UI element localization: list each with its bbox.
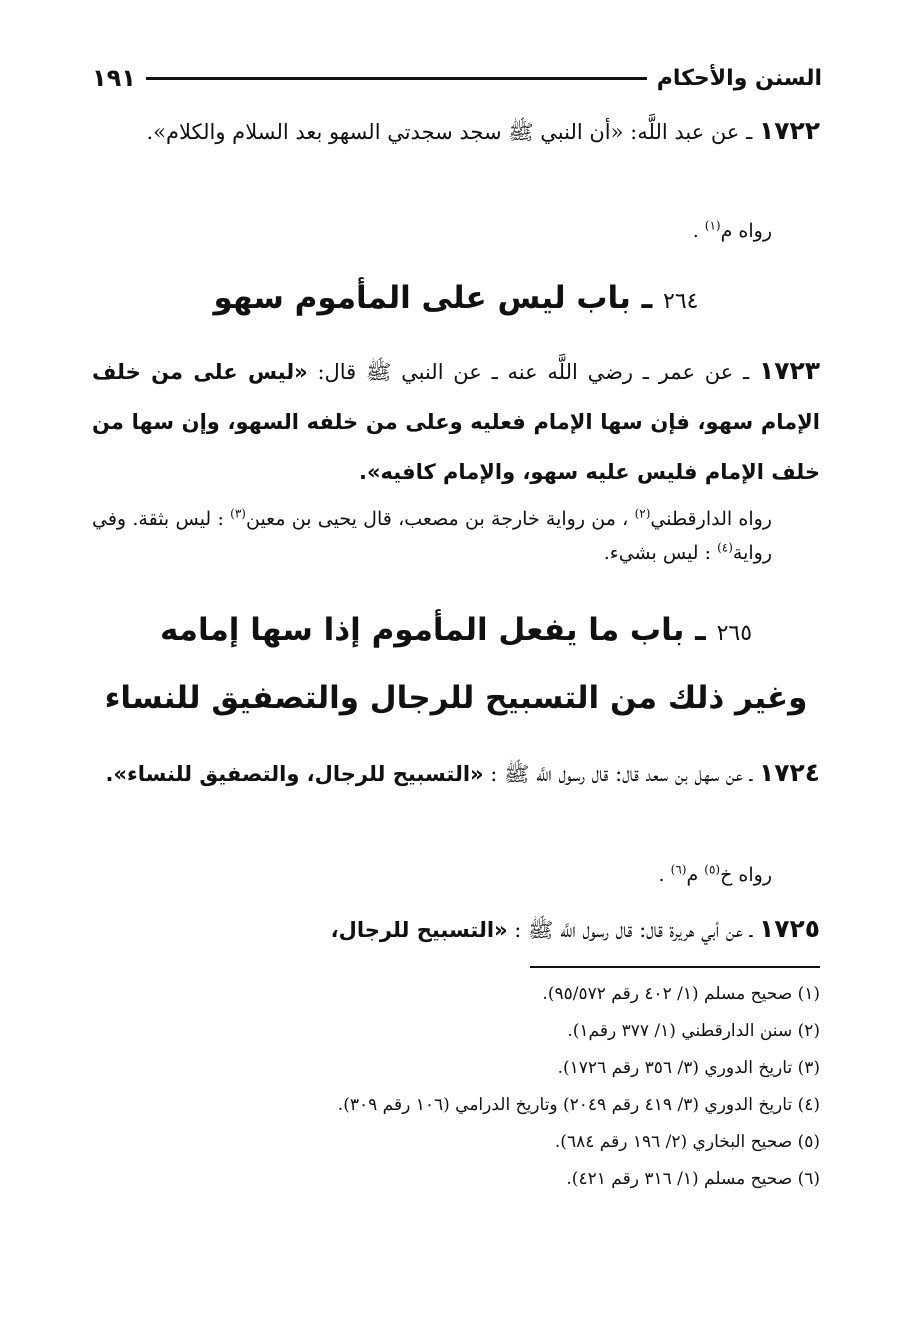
chapter-number: ٢٦٥ (716, 621, 753, 646)
header-rule (146, 77, 647, 80)
hadith-1722 (92, 106, 820, 157)
footnote-2: (٢) سنن الدارقطني (١/ ٣٧٧ رقم١). (567, 1021, 820, 1041)
hadith-number: ١٧٢٢ (758, 116, 820, 145)
narration-text: : ليس بثقة. وفي رواية (92, 508, 772, 564)
hadith-quote: «التسبيح للرجال، (330, 918, 508, 942)
footnote-6: (٦) صحيح مسلم (١/ ٣١٦ رقم ٤٢١). (566, 1169, 820, 1189)
hadith-quote: «ليس على من خلف الإمام سهو، فإن سها الإمام فعليه وعلى من خلفه السهو، وإن سها من خلف الإمام فليس عليه سهو، والإمام كافيه». (92, 360, 820, 484)
hadith-number: ١٧٢٤ (758, 758, 820, 787)
hadith-number: ١٧٢٥ (758, 914, 820, 943)
chapter-title: ـ باب ما يفعل المأموم إذا سها إمامه (159, 612, 706, 648)
hadith-1724 (92, 748, 820, 799)
narration-1724 (92, 858, 820, 892)
hadith-quote: «التسبيح للرجال، والتصفيق للنساء». (105, 762, 484, 786)
footnote-ref: (١) (704, 218, 721, 233)
footnote-ref: (٦) (670, 862, 687, 877)
narration-text: : ليس بشيء. (603, 542, 718, 564)
narration-1723 (92, 502, 820, 570)
hadith-text: ـ عن عبد اللَّه: «أن النبي ﷺ سجد سجدتي السهو بعد السلام والكلام». (146, 120, 753, 144)
chapter-title-line1 (92, 598, 820, 666)
narration-text: م (686, 864, 705, 886)
chapter-265-heading (92, 598, 820, 730)
footnote-4: (٤) تاريخ الدوري (٣/ ٤١٩ رقم ٢٠٤٩) وتاريخ الدرامي (١٠٦ رقم ٣٠٩). (337, 1095, 820, 1115)
narration-text: رواه خ (720, 864, 772, 886)
page-number: ١٩١ (92, 64, 136, 92)
footnote-5: (٥) صحيح البخاري (٢/ ١٩٦ رقم ٦٨٤). (554, 1132, 820, 1152)
footnote-ref: (٥) (704, 862, 721, 877)
hadith-number: ١٧٢٣ (758, 356, 820, 385)
hadith-1723 (92, 346, 820, 497)
footnote-ref: (٣) (230, 506, 246, 521)
footnote-separator (530, 966, 820, 968)
narration-text: رواه الدارقطني (650, 508, 772, 530)
chapter-number: ٢٦٤ (663, 289, 699, 314)
hadith-intro: ـ عن سهل بن سعد قال: قال رسول اللَّه ﷺ : (483, 762, 753, 786)
narration-end: . (658, 864, 671, 886)
footnote-3: (٣) تاريخ الدوري (٣/ ٣٥٦ رقم ١٧٢٦). (557, 1058, 820, 1078)
hadith-intro: ـ عن عمر ـ رضي اللَّه عنه ـ عن النبي ﷺ قال: (307, 360, 750, 384)
chapter-264-heading (92, 266, 820, 334)
narration-text: ، من رواية خارجة بن مصعب، قال يحيى بن معين (245, 508, 635, 530)
chapter-title: ـ باب ليس على المأموم سهو (213, 280, 653, 316)
footnote-1: (١) صحيح مسلم (١/ ٤٠٢ رقم ٩٥/٥٧٢). (542, 984, 820, 1004)
narration-1722 (92, 214, 820, 248)
narration-end: . (692, 220, 705, 242)
chapter-title-line2: وغير ذلك من التسبيح للرجال والتصفيق للنساء (104, 680, 808, 716)
footnote-ref: (٢) (634, 506, 651, 521)
footnote-ref: (٤) (717, 540, 733, 555)
hadith-1725 (92, 904, 820, 955)
running-title: السنن والأحكام (656, 65, 822, 91)
narration-text: رواه م (720, 220, 772, 242)
page-header (92, 58, 822, 98)
hadith-intro: ـ عن أبي هريرة قال: قال رسول اللَّه ﷺ : (507, 918, 753, 942)
footnotes (92, 976, 820, 1198)
